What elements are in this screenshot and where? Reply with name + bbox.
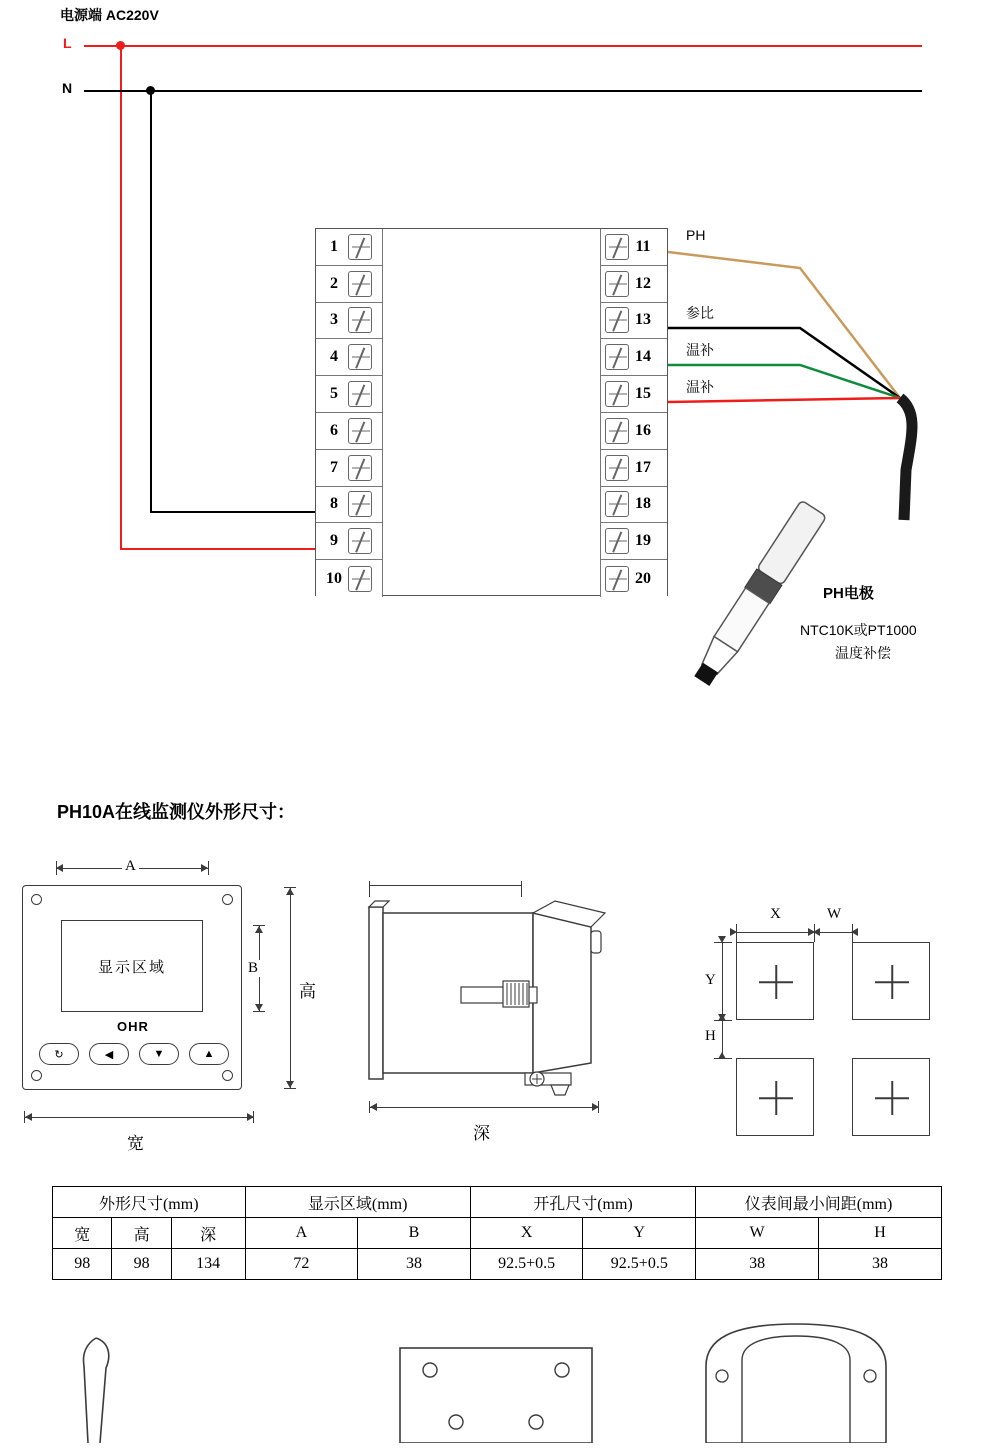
value-cell: 38 [358, 1249, 471, 1280]
dim-a-label: A [122, 858, 139, 875]
display-area: 显示区域 [61, 920, 203, 1012]
panel-screw-hole [31, 1070, 42, 1081]
keypad-row [39, 1043, 229, 1065]
probe-spec-label: NTC10K或PT1000 [800, 622, 917, 638]
terminal-row [316, 376, 382, 413]
dim-b-tick-bottom [253, 1011, 265, 1012]
dim-height-line [290, 887, 291, 1089]
sub-header-cell: W [696, 1218, 819, 1249]
dim-a-extension-right [208, 861, 209, 875]
panel-screw-hole [31, 894, 42, 905]
n-drop-wire [150, 90, 152, 512]
l-drop-wire [120, 45, 122, 549]
terminal-row [316, 560, 382, 597]
screw-icon [605, 566, 629, 592]
power-supply-label: 电源端 AC220V [60, 7, 159, 23]
group-header-cell: 显示区域(mm) [245, 1187, 470, 1218]
screw-icon [605, 234, 629, 260]
cutout-square [852, 942, 930, 1020]
terminal-number: 8 [330, 495, 338, 513]
screw-icon [348, 234, 372, 260]
dim-x-tick-left [736, 924, 737, 942]
terminal-row [316, 266, 382, 303]
screw-icon [605, 491, 629, 517]
front-view-drawing [22, 858, 316, 1153]
terminal-row [316, 487, 382, 524]
terminal-row [601, 376, 667, 413]
dim-width-label: 宽 [127, 1134, 144, 1153]
screw-icon [348, 566, 372, 592]
sub-header-cell: Y [583, 1218, 696, 1249]
dim-b-label: B [245, 960, 261, 977]
line-n-label: N [62, 80, 73, 96]
terminal-number: 14 [635, 348, 651, 366]
terminal-number: 13 [635, 311, 651, 329]
panel-screw-hole [222, 894, 233, 905]
probe-spec2-label: 温度补偿 [835, 645, 891, 661]
terminal-row [601, 303, 667, 340]
terminal-number: 10 [326, 569, 342, 587]
value-cell: 134 [171, 1249, 245, 1280]
instrument-front-panel [22, 885, 242, 1090]
side-view-outline [355, 895, 645, 1105]
terminal-number: 20 [635, 569, 651, 587]
key-enter-button[interactable]: ↻ [39, 1043, 79, 1065]
terminal-row [601, 229, 667, 266]
value-cell: 98 [53, 1249, 112, 1280]
terminal-row [601, 413, 667, 450]
key-left-button[interactable]: ◀ [89, 1043, 129, 1065]
terminal-row [316, 229, 382, 266]
sub-header-cell: 宽 [53, 1218, 112, 1249]
sub-header-cell: X [470, 1218, 583, 1249]
dim-w-label: W [824, 906, 844, 923]
screw-icon [348, 381, 372, 407]
n-bus-wire [84, 90, 922, 92]
key-up-button[interactable]: ▲ [189, 1043, 229, 1065]
dim-width-line [24, 1117, 254, 1118]
ph-electrode-drawing [640, 500, 940, 720]
sub-header-cell: 高 [112, 1218, 171, 1249]
dimension-spec-table [52, 1186, 942, 1280]
dim-y-line [722, 942, 723, 1020]
dim-y-tick-top [714, 942, 732, 943]
dim-b-arrow-up [255, 926, 263, 933]
sub-header-cell: A [245, 1218, 358, 1249]
terminal-row [601, 266, 667, 303]
value-cell: 92.5+0.5 [470, 1249, 583, 1280]
terminal-row [316, 523, 382, 560]
screw-icon [348, 307, 372, 333]
dim-w-arrow-left [808, 928, 815, 936]
value-cell: 98 [112, 1249, 171, 1280]
temp-comp-wire-label-2: 温补 [686, 379, 714, 395]
accessory-drawings [0, 1310, 990, 1443]
value-cell: 72 [245, 1249, 358, 1280]
screw-icon [348, 271, 372, 297]
ph-wire-label: PH [686, 227, 706, 243]
group-header-cell: 仪表间最小间距(mm) [696, 1187, 942, 1218]
reference-wire-label: 参比 [686, 305, 714, 321]
terminal-number: 12 [635, 274, 651, 292]
line-l-label: L [63, 35, 72, 51]
terminal-row [316, 339, 382, 376]
terminal-number: 16 [635, 421, 651, 439]
terminal-number: 6 [330, 421, 338, 439]
cross-mark-icon [759, 965, 793, 999]
dim-h-label: H [702, 1028, 719, 1045]
screw-icon [605, 271, 629, 297]
dim-depth-label: 深 [473, 1124, 490, 1143]
screw-icon [605, 455, 629, 481]
side-view-drawing [355, 885, 645, 1143]
l-to-terminal-9-wire [120, 548, 316, 550]
dim-h-arrow-up [718, 1014, 726, 1021]
screw-icon [348, 491, 372, 517]
left-terminal-column [316, 229, 383, 597]
screw-icon [605, 418, 629, 444]
table-value-row [53, 1249, 942, 1280]
dim-y-label: Y [702, 972, 719, 989]
terminal-number: 3 [330, 311, 338, 329]
terminal-number: 9 [330, 532, 338, 550]
dim-h-tick-bottom [714, 1058, 732, 1059]
probe-name-label: PH电极 [823, 585, 874, 602]
dim-width-arrow-right [247, 1113, 254, 1121]
sub-header-cell: 深 [171, 1218, 245, 1249]
dimensions-section-title: PH10A在线监测仪外形尺寸： [57, 802, 296, 822]
terminal-row [316, 303, 382, 340]
dim-depth-line [369, 1107, 599, 1108]
dim-x-line [736, 932, 814, 933]
terminal-number: 18 [635, 495, 651, 513]
dim-x-label: X [767, 906, 784, 923]
panel-cutout-drawing [700, 890, 960, 1130]
dim-b-arrow-down [255, 1004, 263, 1011]
terminal-row [316, 413, 382, 450]
screw-icon [605, 381, 629, 407]
cutout-square [736, 942, 814, 1020]
screw-icon [348, 455, 372, 481]
terminal-number: 11 [635, 237, 651, 255]
temp-comp-wire-label-1: 温补 [686, 342, 714, 358]
dim-height-label: 高 [299, 982, 316, 1001]
sub-header-cell: H [819, 1218, 942, 1249]
terminal-number: 15 [635, 385, 651, 403]
terminal-number: 7 [330, 458, 338, 476]
dim-depth-arrow-right [592, 1103, 599, 1111]
screw-icon [348, 528, 372, 554]
terminal-row [316, 450, 382, 487]
terminal-number: 4 [330, 348, 338, 366]
group-header-cell: 外形尺寸(mm) [53, 1187, 246, 1218]
terminal-row [601, 339, 667, 376]
dim-height-arrow-down [286, 1081, 294, 1088]
brand-logo-text: OHR [117, 1019, 149, 1034]
accessory-outlines [0, 1310, 990, 1443]
sub-header-cell: B [358, 1218, 471, 1249]
dim-height-tick-bottom [284, 1088, 296, 1089]
cutout-square [736, 1058, 814, 1136]
terminal-number: 17 [635, 458, 651, 476]
screw-icon [605, 344, 629, 370]
controller-terminal-block [315, 228, 668, 596]
dim-w-line [814, 932, 852, 933]
terminal-number: 2 [330, 274, 338, 292]
l-bus-wire [84, 45, 922, 47]
cross-mark-icon [759, 1081, 793, 1115]
screw-icon [605, 307, 629, 333]
table-group-header-row [53, 1187, 942, 1218]
screw-icon [348, 418, 372, 444]
terminal-number: 5 [330, 385, 338, 403]
dim-depth-top-line [369, 885, 521, 886]
cutout-square [852, 1058, 930, 1136]
screw-icon [348, 344, 372, 370]
dim-w-tick-right [852, 924, 853, 942]
group-header-cell: 开孔尺寸(mm) [470, 1187, 695, 1218]
n-to-terminal-8-wire [150, 511, 316, 513]
panel-screw-hole [222, 1070, 233, 1081]
screw-icon [605, 528, 629, 554]
dim-a-arrow-right [201, 864, 208, 872]
dim-height-arrow-up [286, 888, 294, 895]
cross-mark-icon [875, 965, 909, 999]
terminal-number: 1 [330, 237, 338, 255]
dim-depth-arrow-left [370, 1103, 377, 1111]
dim-a-arrow-left [56, 864, 63, 872]
value-cell: 92.5+0.5 [583, 1249, 696, 1280]
table-sub-header-row [53, 1218, 942, 1249]
terminal-row [601, 450, 667, 487]
value-cell: 38 [819, 1249, 942, 1280]
value-cell: 38 [696, 1249, 819, 1280]
key-down-button[interactable]: ▼ [139, 1043, 179, 1065]
dim-width-arrow-left [25, 1113, 32, 1121]
cross-mark-icon [875, 1081, 909, 1115]
terminal-number: 19 [635, 532, 651, 550]
